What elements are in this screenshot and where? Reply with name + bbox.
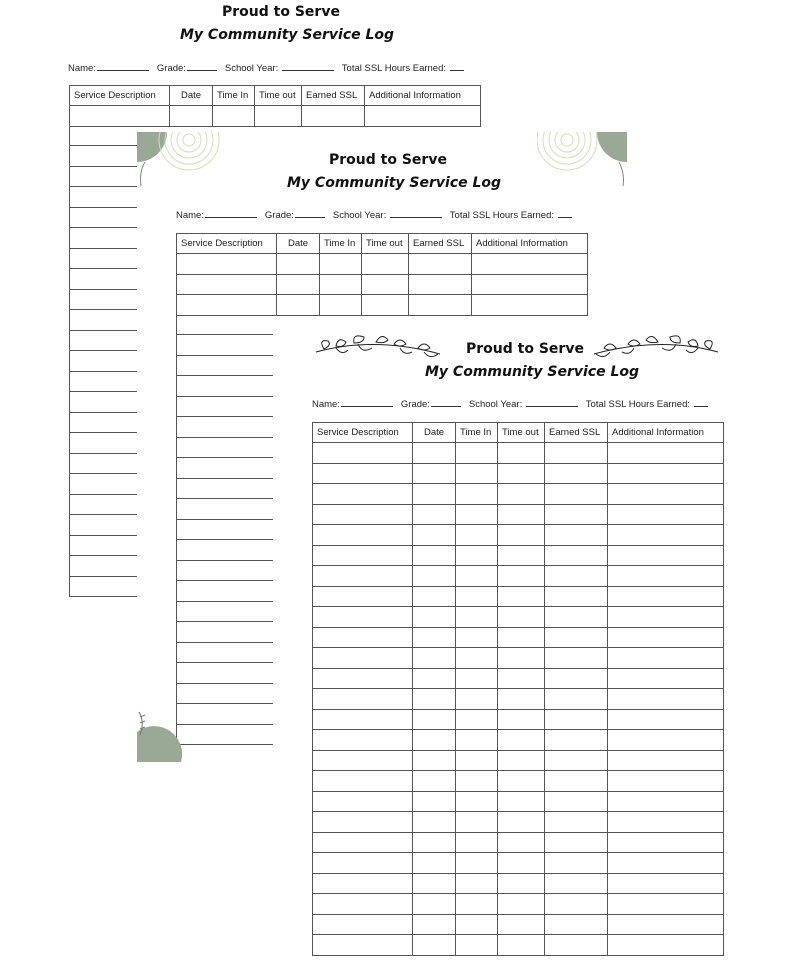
page-subtitle: My Community Service Log bbox=[425, 364, 640, 380]
name-label: Name: bbox=[312, 399, 340, 410]
page-title: Proud to Serve bbox=[222, 4, 340, 20]
school-year-label: School Year: bbox=[224, 63, 279, 74]
name-field[interactable] bbox=[97, 61, 149, 71]
leaf-branch-icon bbox=[590, 330, 720, 364]
leaf-corner-icon bbox=[137, 707, 187, 762]
table-row[interactable] bbox=[313, 463, 724, 484]
grade-field[interactable] bbox=[187, 61, 217, 71]
table-row[interactable] bbox=[313, 627, 724, 648]
table-row[interactable] bbox=[70, 106, 481, 127]
col-time-out: Time out bbox=[255, 86, 302, 106]
col-time-in: Time In bbox=[213, 86, 255, 106]
col-additional-info: Additional Information bbox=[472, 234, 588, 254]
col-time-out: Time out bbox=[362, 234, 409, 254]
col-earned-ssl: Earned SSL bbox=[545, 423, 608, 443]
page-title: Proud to Serve bbox=[329, 152, 447, 168]
school-year-field[interactable] bbox=[282, 61, 334, 71]
table-row[interactable] bbox=[313, 648, 724, 669]
leaf-branch-icon bbox=[314, 330, 444, 364]
school-year-field[interactable] bbox=[526, 397, 578, 407]
table-row[interactable] bbox=[313, 750, 724, 771]
col-service-description: Service Description bbox=[177, 234, 277, 254]
table-row[interactable] bbox=[313, 894, 724, 915]
table-row[interactable] bbox=[313, 668, 724, 689]
grade-label: Grade: bbox=[156, 63, 186, 74]
service-log-table bbox=[312, 422, 724, 956]
col-additional-info: Additional Information bbox=[365, 86, 481, 106]
total-hours-label: Total SSL Hours Earned: bbox=[341, 63, 446, 74]
col-time-in: Time In bbox=[456, 423, 498, 443]
col-time-out: Time out bbox=[498, 423, 545, 443]
table-row[interactable] bbox=[313, 586, 724, 607]
table-row[interactable] bbox=[313, 607, 724, 628]
school-year-label: School Year: bbox=[332, 210, 387, 221]
page-title: Proud to Serve bbox=[466, 341, 584, 357]
school-year-field[interactable] bbox=[390, 208, 442, 218]
total-hours-field[interactable] bbox=[558, 208, 572, 218]
table-header-row bbox=[313, 423, 724, 443]
table-row[interactable] bbox=[313, 689, 724, 710]
table-row[interactable] bbox=[313, 812, 724, 833]
name-label: Name: bbox=[176, 210, 204, 221]
table-row[interactable] bbox=[313, 873, 724, 894]
total-hours-field[interactable] bbox=[450, 61, 464, 71]
total-hours-field[interactable] bbox=[694, 397, 708, 407]
table-row[interactable] bbox=[313, 443, 724, 464]
concentric-circles-icon bbox=[537, 132, 627, 192]
table-row[interactable] bbox=[313, 525, 724, 546]
table-row[interactable] bbox=[313, 730, 724, 751]
header-fields bbox=[312, 397, 708, 410]
grade-field[interactable] bbox=[295, 208, 325, 218]
table-row[interactable] bbox=[313, 484, 724, 505]
service-log-table bbox=[69, 85, 481, 127]
service-log-table bbox=[176, 233, 588, 316]
table-row[interactable] bbox=[313, 545, 724, 566]
table-row[interactable] bbox=[313, 935, 724, 956]
col-service-description: Service Description bbox=[70, 86, 170, 106]
name-label: Name: bbox=[68, 63, 96, 74]
table-row[interactable] bbox=[177, 295, 588, 316]
table-header-row bbox=[177, 234, 588, 254]
table-row[interactable] bbox=[313, 566, 724, 587]
col-date: Date bbox=[170, 86, 213, 106]
name-field[interactable] bbox=[341, 397, 393, 407]
school-year-label: School Year: bbox=[468, 399, 523, 410]
total-hours-label: Total SSL Hours Earned: bbox=[449, 210, 554, 221]
log-sheet-front bbox=[290, 322, 794, 974]
name-field[interactable] bbox=[205, 208, 257, 218]
header-fields bbox=[176, 208, 572, 221]
page-subtitle: My Community Service Log bbox=[180, 27, 395, 43]
col-service-description: Service Description bbox=[313, 423, 413, 443]
col-date: Date bbox=[413, 423, 456, 443]
total-hours-label: Total SSL Hours Earned: bbox=[585, 399, 690, 410]
table-row[interactable] bbox=[313, 709, 724, 730]
table-row[interactable] bbox=[313, 504, 724, 525]
table-row[interactable] bbox=[177, 274, 588, 295]
table-row[interactable] bbox=[313, 771, 724, 792]
table-header-row bbox=[70, 86, 481, 106]
page-subtitle: My Community Service Log bbox=[287, 175, 502, 191]
col-date: Date bbox=[277, 234, 320, 254]
table-row[interactable] bbox=[313, 914, 724, 935]
table-row[interactable] bbox=[177, 254, 588, 275]
table-row[interactable] bbox=[313, 853, 724, 874]
col-additional-info: Additional Information bbox=[608, 423, 724, 443]
col-earned-ssl: Earned SSL bbox=[302, 86, 365, 106]
concentric-circles-icon bbox=[137, 132, 227, 192]
grade-field[interactable] bbox=[431, 397, 461, 407]
table-row[interactable] bbox=[313, 832, 724, 853]
grade-label: Grade: bbox=[264, 210, 294, 221]
col-time-in: Time In bbox=[320, 234, 362, 254]
grade-label: Grade: bbox=[400, 399, 430, 410]
col-earned-ssl: Earned SSL bbox=[409, 234, 472, 254]
header-fields bbox=[68, 61, 464, 74]
table-row[interactable] bbox=[313, 791, 724, 812]
